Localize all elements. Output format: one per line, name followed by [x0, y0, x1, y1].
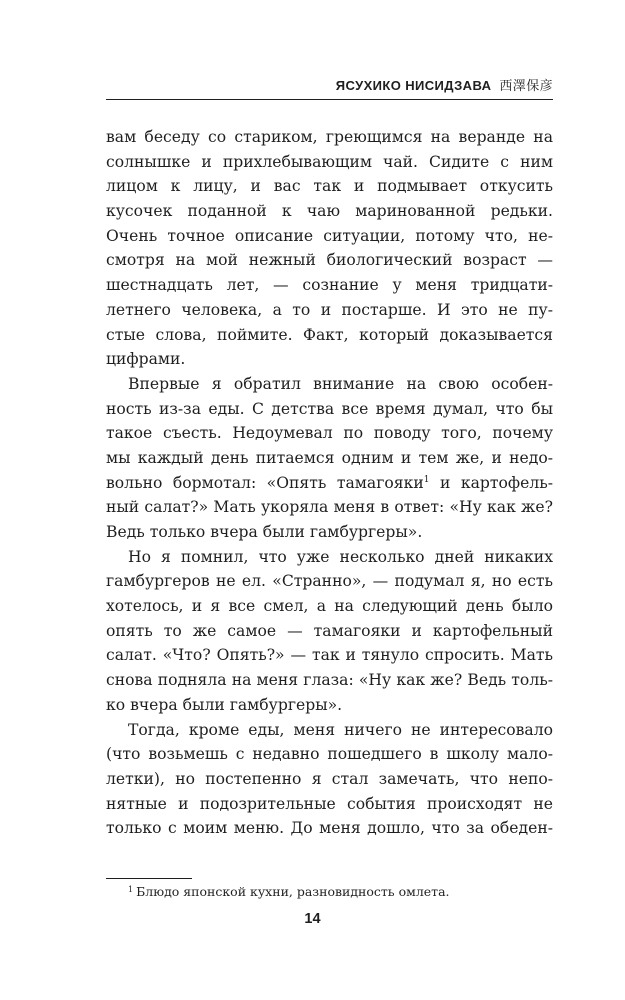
body-text — [106, 125, 553, 841]
text-line-content: солнышке и прихлебывающим чай. Сидите с ним — [106, 152, 553, 171]
text-line-content: Но я помнил, что уже несколько дней никаких — [128, 547, 553, 566]
text-line — [106, 397, 553, 422]
text-line-content: нятные и подозрительные события происходят не — [106, 794, 553, 813]
text-line-content: мы каждый день питаемся одним и тем же, и недо- — [106, 448, 553, 467]
header-rule — [106, 99, 553, 100]
text-line — [106, 471, 553, 496]
text-line — [106, 816, 553, 841]
text-line — [106, 495, 553, 520]
page-number: 14 — [304, 911, 321, 927]
text-line-content: ность из-за еды. С детства все время думал, что бы — [106, 399, 553, 418]
text-line — [106, 323, 553, 348]
text-line-content: салат. «Что? Опять?» — так и тянуло спросить. Мать — [106, 646, 553, 665]
text-line-content: летнего человека, а то и постарше. И это не пу- — [106, 300, 553, 319]
header-author: ЯСУХИКО НИСИДЗАВА — [335, 78, 492, 93]
text-line-content: Ведь только вчера были гамбургеры». — [106, 523, 423, 541]
running-header — [106, 76, 553, 96]
text-line — [106, 767, 553, 792]
text-line — [106, 298, 553, 323]
text-line — [106, 643, 553, 668]
text-line-content: только с моим меню. До меня дошло, что за обеден- — [106, 819, 553, 838]
header-author-kanji: 西澤保彦 — [499, 79, 553, 94]
text-line — [106, 545, 553, 570]
footnote-text: Блюдо японской кухни, разновидность омлета. — [136, 884, 450, 899]
text-line — [106, 742, 553, 767]
text-line-content: ный салат?» Мать укоряла меня в ответ: «Ну как же? — [106, 498, 553, 517]
text-line-content: ко вчера были гамбургеры». — [106, 695, 343, 714]
text-line — [106, 520, 553, 545]
text-line — [106, 248, 553, 273]
footnote-rule — [106, 878, 192, 879]
text-line — [106, 347, 553, 372]
text-line — [106, 421, 553, 446]
text-line — [106, 446, 553, 471]
text-line-content: стые слова, поймите. Факт, который доказывается — [106, 325, 553, 344]
text-line — [106, 569, 553, 594]
text-line-content: такое съесть. Недоумевал по поводу того, почему — [106, 424, 553, 443]
text-line-content: вам беседу со стариком, греющимся на веранде на — [106, 128, 553, 146]
footnote-reference: 1 — [423, 474, 430, 485]
text-line-continuation: и картофель- — [429, 473, 553, 492]
text-line-content: опять то же самое — тамагояки и картофельный — [106, 621, 553, 640]
text-line-content: Тогда, кроме еды, меня ничего не интересовало — [128, 720, 553, 739]
text-line — [106, 199, 553, 224]
text-line — [106, 273, 553, 298]
text-line-content: кусочек поданной к чаю маринованной редьки. — [106, 202, 553, 221]
text-line — [106, 693, 553, 718]
text-line — [106, 224, 553, 249]
text-line-content: цифрами. — [106, 350, 186, 369]
text-line — [106, 594, 553, 619]
text-line-content: летки), но постепенно я стал замечать, что непо- — [106, 769, 553, 788]
text-line — [106, 372, 553, 397]
text-line — [106, 792, 553, 817]
text-line — [106, 619, 553, 644]
text-line-content: вольно бормотал: «Опять тамагояки — [106, 473, 424, 492]
text-line-content: шестнадцать лет, — сознание у меня тридцати- — [106, 276, 553, 295]
text-line — [106, 150, 553, 175]
text-line-content: снова подняла на меня глаза: «Ну как же? Ведь толь- — [106, 671, 553, 690]
text-line-content: смотря на мой нежный биологический возраст — — [106, 251, 553, 270]
text-line-content: Впервые я обратил внимание на свою особен- — [128, 374, 553, 393]
text-line — [106, 125, 553, 150]
text-line — [106, 668, 553, 693]
footnote — [128, 883, 450, 901]
text-line-content: хотелось, и я все смел, а на следующий день было — [106, 597, 553, 616]
text-line-content: гамбургеров не ел. «Странно», — подумал я, но есть — [106, 572, 553, 591]
text-line-content: Очень точное описание ситуации, потому что, не- — [106, 226, 553, 245]
footnote-marker: 1 — [128, 885, 134, 894]
text-line — [106, 174, 553, 199]
text-line-content: (что возьмешь с недавно пошедшего в школу мало- — [106, 745, 553, 764]
text-line-content: лицом к лицу, и вас так и подмывает откусить — [106, 177, 553, 196]
text-line — [106, 718, 553, 743]
